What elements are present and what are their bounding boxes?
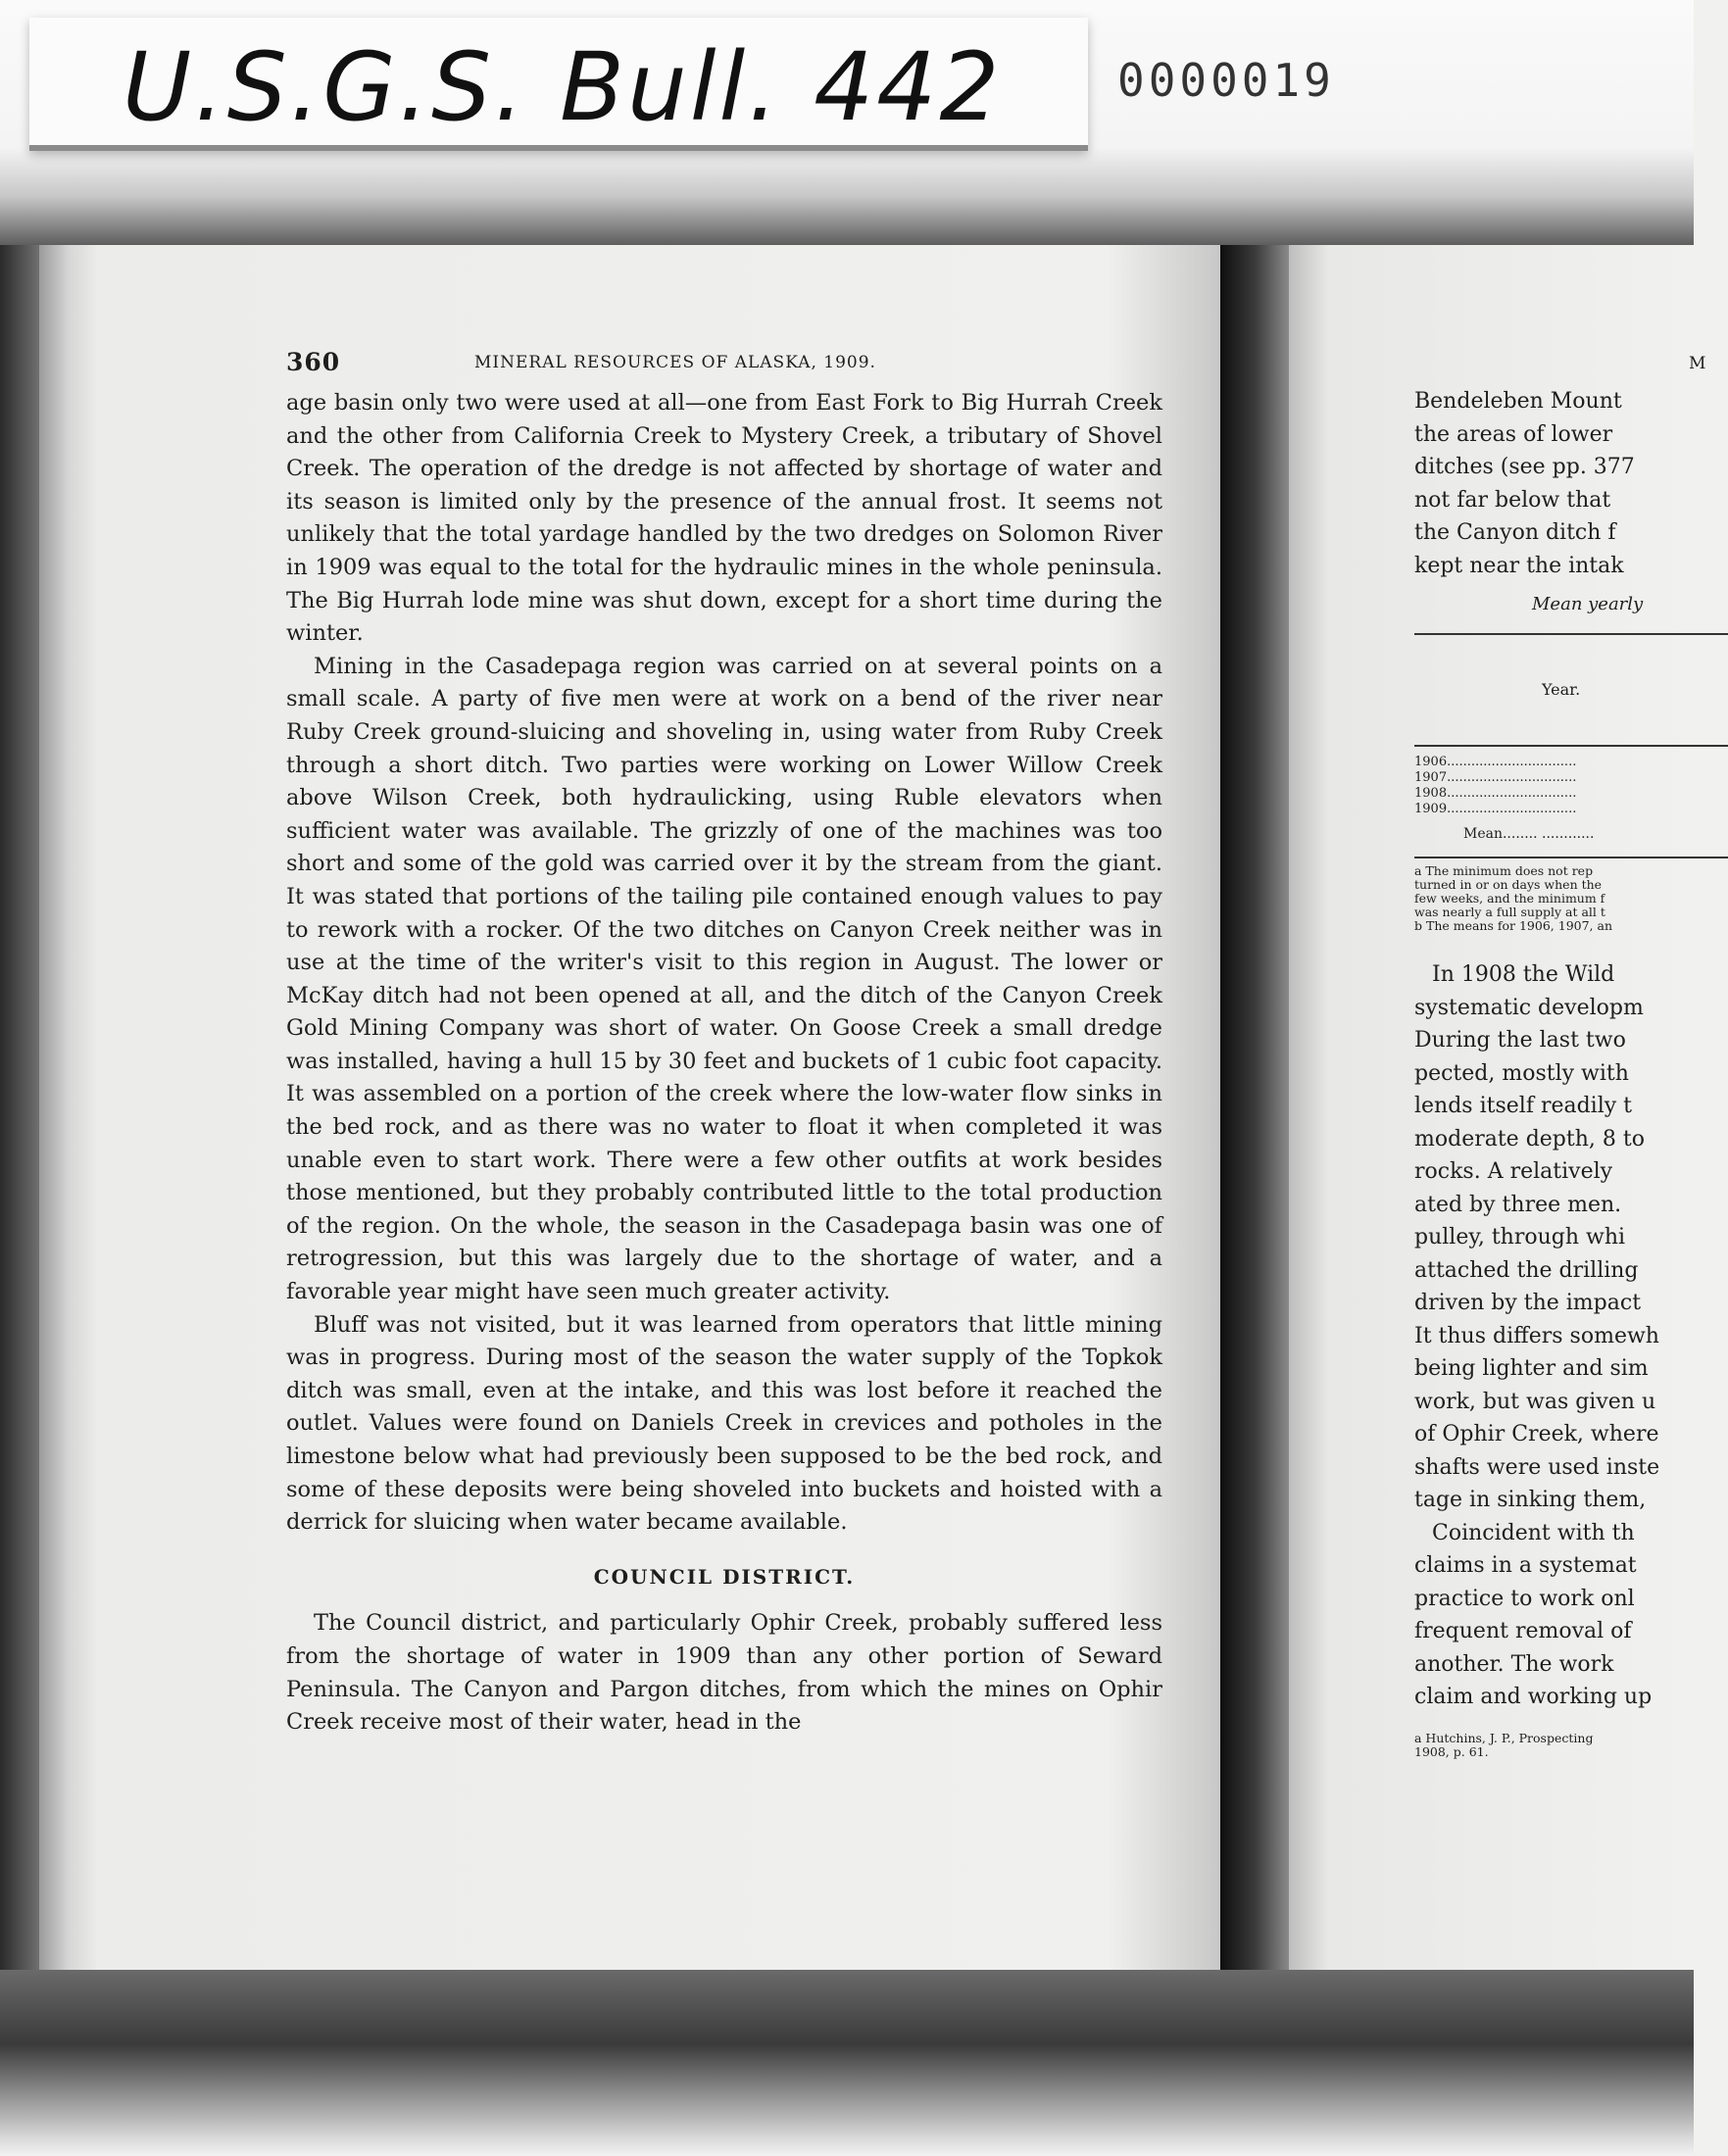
right-page-lines [1414,958,1728,1714]
right-page-bottom-footnotes [1414,1732,1728,1759]
body-text [286,387,1162,1740]
right-page-running-head: M [1689,354,1706,373]
right-text-line: rocks. A relatively [1414,1159,1613,1184]
right-text-line: the Canyon ditch f [1414,520,1616,545]
section-heading: COUNCIL DISTRICT. [593,1564,856,1589]
table-row: 1907................................ [1414,770,1577,785]
footnote-line: few weeks, and the minimum f [1414,891,1605,906]
right-page [1289,245,1706,1999]
footnote-line: 1908, p. 61. [1414,1743,1489,1759]
right-text-line: tage in sinking them, [1414,1488,1647,1512]
right-text-line: moderate depth, 8 to [1414,1126,1645,1152]
left-page-text [249,348,1162,1740]
handwritten-label: U.S.G.S. Bull. 442 [123,32,1003,142]
right-text-line: kept near the intak [1414,553,1624,578]
stamp-number: 0000019 [1117,54,1335,107]
table-mean-label: Mean [1463,826,1503,842]
label-strip [0,0,1694,245]
right-text-line: practice to work onl [1414,1586,1635,1611]
table-year: 1909 [1414,802,1448,816]
right-text-line: not far below that [1414,487,1611,513]
right-text-line: In 1908 the Wild [1432,962,1615,987]
table-row: 1908................................ [1414,786,1577,801]
table-footnotes [1414,864,1728,933]
footnote-line: turned in or on days when the [1414,877,1603,892]
right-text-line: pulley, through whi [1414,1225,1626,1250]
right-text-line: attached the drilling [1414,1257,1639,1283]
book-gutter [1220,245,1289,1999]
running-head [249,348,1162,387]
right-page-content [1414,348,1728,1759]
right-text-line: driven by the impact [1414,1291,1642,1315]
table-row: 1906................................ [1414,755,1577,769]
right-text-line: During the last two [1414,1028,1626,1053]
footnote-line: a The minimum does not rep [1414,863,1594,878]
right-text-line: shafts were used inste [1414,1454,1660,1480]
table-year: 1906 [1414,755,1448,769]
table-year: 1908 [1414,786,1448,801]
right-text-line: being lighter and sim [1414,1356,1649,1381]
table-row: 1909................................ [1414,802,1577,816]
right-text-line: the areas of lower [1414,421,1613,447]
right-text-line: Bendeleben Mount [1414,389,1622,414]
table-year-header: Year. [1542,680,1581,699]
right-text-line: Coincident with th [1432,1520,1635,1545]
right-text-line: work, but was given u [1414,1389,1656,1414]
paragraph: age basin only two were used at all—one from East Fork to Big Hurrah Creek and the other from California Creek to Mystery Creek, a tributary of Shovel Creek. The operation of the dredge is not affected by shortage of water and its season is limited only by the presence of the annual frost. It seems not unlikely that the total yardage handled by the two dredges on Solomon River in 1909 was equal to the total for the hydraulic mines in the whole peninsula. The Big Hurrah lode mine was shut down, except for a short time during the winter. [286,390,1162,647]
right-text-line: ditches (see pp. 377 [1414,455,1635,479]
right-text-line: lends itself readily t [1414,1094,1633,1118]
right-page-top-lines [1414,385,1728,582]
right-text-line: frequent removal of [1414,1619,1632,1643]
right-text-line: It thus differs somewh [1414,1323,1659,1348]
footnote-line: was nearly a full supply at all t [1414,905,1605,919]
footnote-line: a Hutchins, J. P., Prospecting [1414,1730,1594,1745]
footnote-line: b The means for 1906, 1907, an [1414,918,1612,933]
right-text-line: of Ophir Creek, where [1414,1422,1659,1446]
running-title: MINERAL RESOURCES OF ALASKA, 1909. [474,353,876,372]
right-text-line: systematic developm [1414,995,1644,1020]
paragraph: Bluff was not visited, but it was learned from operators that little mining was in progress. During most of the season the water supply of the Topkok ditch was small, even at the intake, and this was lost before it reached the outlet. Values were found on Daniels Creek in crevices and potholes in the limestone below what had previously been supposed to be the bed rock, and some of these deposits were being shoveled into buckets and hoisted with a derrick for sluicing when water became available. [286,1311,1162,1536]
table-year: 1907 [1414,770,1448,785]
table-mean: Mean........ ............ [1463,826,1595,842]
page-number: 360 [286,348,341,376]
right-text-line: ated by three men. [1414,1192,1622,1217]
table-years [1414,755,1728,817]
book-left-edge [0,245,39,2156]
table-rule [1414,633,1728,635]
paragraph: Mining in the Casadepaga region was carried on at several points on a small scale. A party of five men were at work on a bend of the river near Ruby Creek ground-sluicing and shoveling in, using water from Ruby Creek through a short ditch. Two parties were working on Lower Willow Creek above Wilson Creek, both hydraulicking, using Ruble elevators when sufficient water was available. The grizzly of one of the machines was too short and some of the gold was carried over it by the stream from the giant. It was stated that portions of the tailing pile contained enough values to pay to rework with a rocker. Of the two ditches on Canyon Creek neither was in use at the time of the writer's visit to this region in August. The lower or McKay ditch had not been opened at all, and the ditch of the Canyon Creek Gold Mining Company was short of water. On Goose Creek a small dredge was installed, having a hull 15 by 30 feet and buckets of 1 cubic foot capacity. It was assembled on a portion of the creek where the low-water flow sinks in the bed rock, and as there was no water to float it when completed it was unable even to start work. There were a few other outfits at work besides those mentioned, but they probably contributed little to the total production of the region. On the whole, the season in the Casadepaga basin was one of retrogression, but this was largely due to the shortage of water, and a favorable year might have seen much greater activity. [286,653,1162,1305]
right-text-line: another. The work [1414,1651,1614,1677]
table-caption: Mean yearly [1532,594,1644,614]
right-text-line: claims in a systemat [1414,1553,1637,1578]
right-text-line: pected, mostly with [1414,1060,1629,1086]
table-rule [1414,745,1728,747]
right-text-line: claim and working up [1414,1685,1653,1709]
label-tape [29,18,1088,151]
table-rule [1414,857,1728,858]
paragraph: The Council district, and particularly Ophir Creek, probably suffered less from the shortage of water in 1909 than any other portion of Seward Peninsula. The Canyon and Pargon ditches, from which the mines on Ophir Creek receive most of their water, head in the [286,1610,1162,1736]
bottom-shadow [0,1970,1694,2156]
